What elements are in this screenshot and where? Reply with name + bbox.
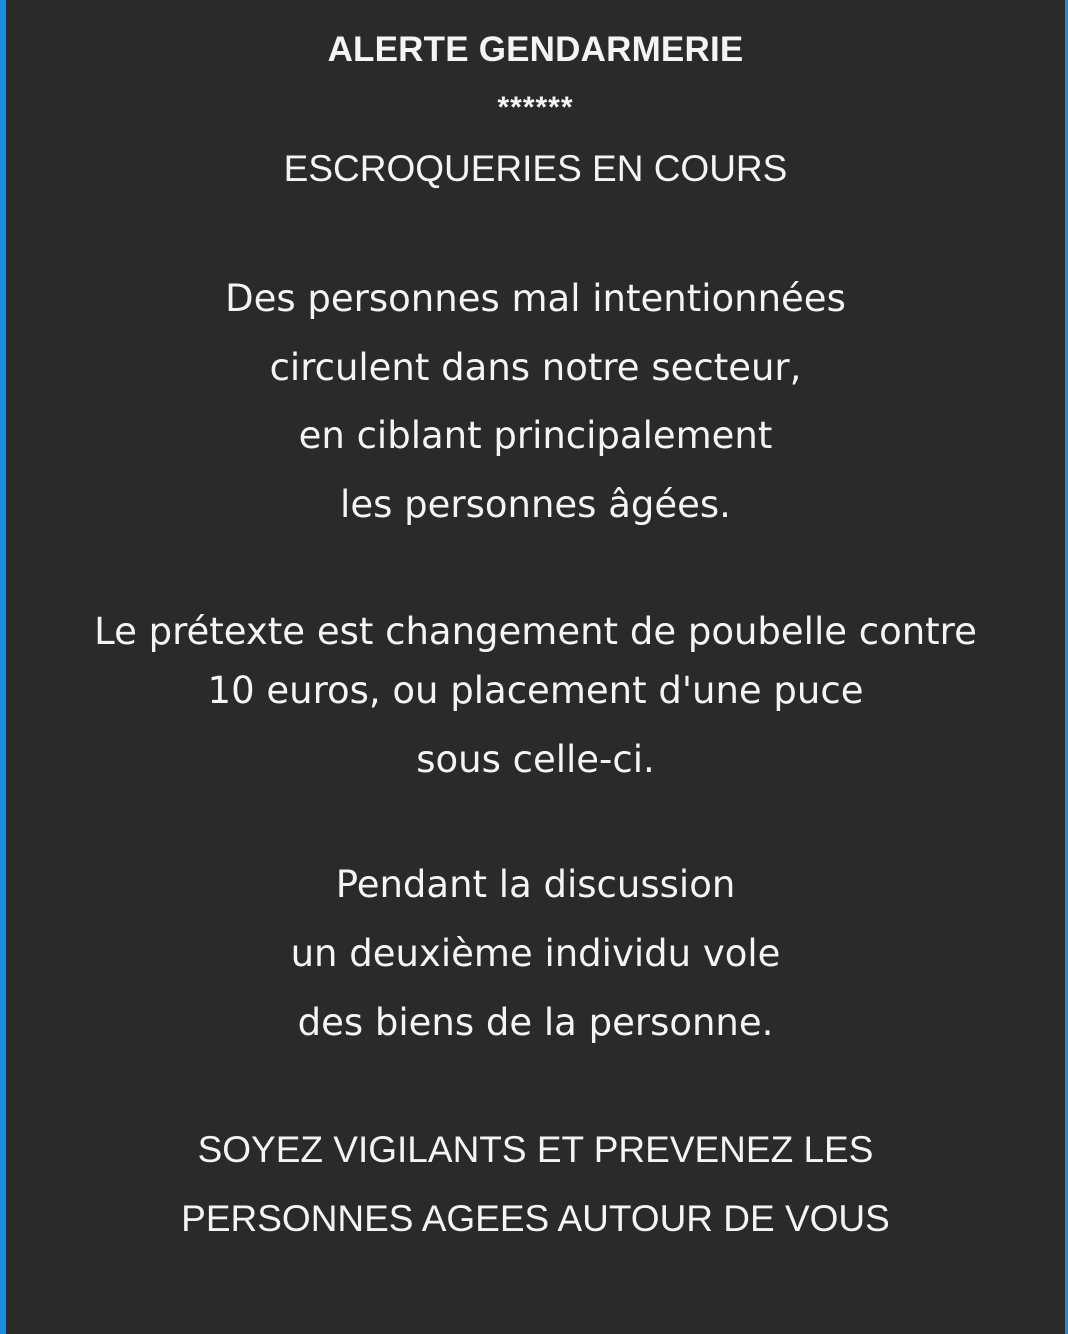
paragraph-3-line-1: Pendant la discussion <box>335 863 736 906</box>
warning-line-2: PERSONNES AGEES AUTOUR DE VOUS <box>181 1198 890 1239</box>
paragraph-1-line-2: circulent dans notre secteur, <box>269 346 802 389</box>
paragraph-3-line-3: des biens de la personne. <box>297 1001 774 1044</box>
paragraph-2-line-1: Le prétexte est changement de poubelle contre <box>94 610 977 653</box>
paragraph-1-line-3: en ciblant principalement <box>298 414 773 457</box>
warning-line-1: SOYEZ VIGILANTS ET PREVENEZ LES <box>197 1129 874 1170</box>
paragraph-1-line-4: les personnes âgées. <box>340 483 731 526</box>
paragraph-3-line-2: un deuxième individu vole <box>290 932 781 975</box>
paragraph-1-line-1: Des personnes mal intentionnées <box>225 277 846 320</box>
paragraph-2-line-3: sous celle-ci. <box>416 738 655 781</box>
alert-title: ALERTE GENDARMERIE <box>327 30 744 69</box>
paragraph-2-line-2: 10 euros, ou placement d'une puce <box>207 669 864 712</box>
separator-stars: ****** <box>497 91 574 124</box>
alert-subtitle: ESCROQUERIES EN COURS <box>283 148 788 189</box>
